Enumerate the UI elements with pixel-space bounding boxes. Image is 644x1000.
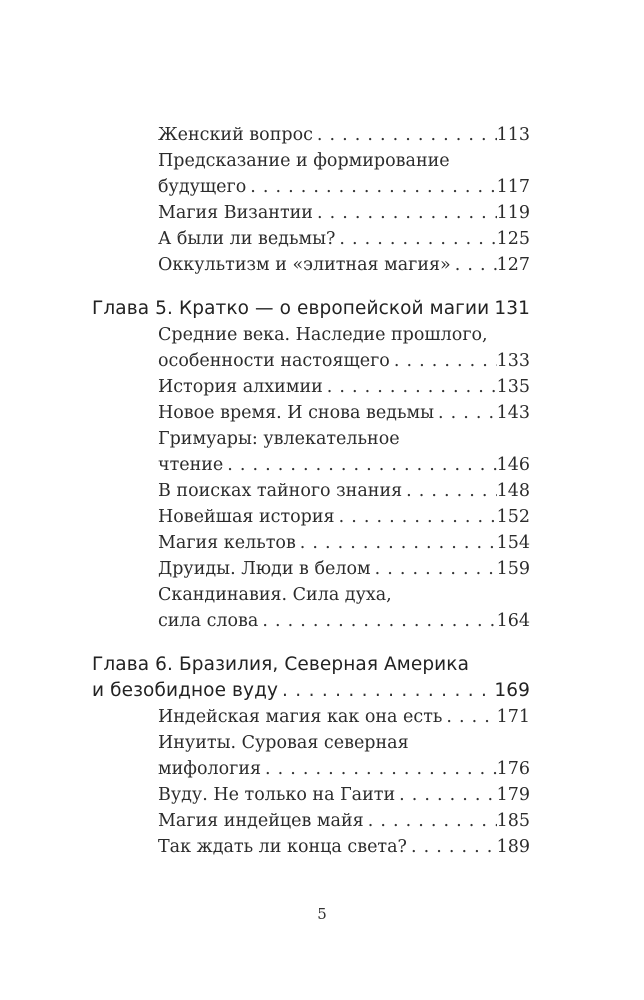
chapter-5 (92, 296, 530, 634)
entries (158, 322, 530, 634)
toc-entry (158, 122, 530, 148)
chapter-title-line2: и безобидное вуду (92, 680, 279, 701)
dot-leader (335, 226, 496, 252)
chapter-title-line1: Глава 6. Бразилия, Северная Америка (92, 654, 470, 675)
entry-page: 159 (496, 559, 530, 579)
chapter-heading (92, 296, 530, 322)
toc-entry (158, 226, 530, 252)
entry-title: А были ли ведьмы? (158, 229, 336, 249)
entry-title: Друиды. Люди в белом (158, 559, 371, 579)
dot-leader (246, 174, 496, 200)
dot-leader (371, 556, 497, 582)
dot-leader (296, 530, 497, 556)
dot-leader (434, 400, 497, 426)
chapter-page: 169 (494, 680, 530, 701)
toc-entry (158, 322, 530, 374)
dot-leader (223, 452, 496, 478)
entry-title: В поисках тайного знания (158, 481, 403, 501)
entry-title: История алхимии (158, 377, 323, 397)
toc-entry (158, 200, 530, 226)
entry-title-line1: Средние века. Наследие прошлого, (158, 325, 488, 345)
entry-page: 119 (496, 203, 530, 223)
entry-title-line1: Предсказание и формирование (158, 151, 450, 171)
entries (158, 122, 530, 278)
toc-entry (158, 556, 530, 582)
entry-title: Индейская магия как она есть (158, 707, 443, 727)
entry-title: Вуду. Не только на Гаити (158, 785, 396, 805)
entry-title-line2: особенности настоящего (158, 351, 390, 371)
entry-title: Магия Византии (158, 203, 313, 223)
dot-leader (323, 374, 497, 400)
dot-leader (335, 504, 497, 530)
entry-title: Новое время. И снова ведьмы (158, 403, 435, 423)
entry-page: 148 (496, 481, 530, 501)
entry-page: 146 (496, 455, 530, 475)
dot-leader (278, 678, 494, 704)
toc-entry (158, 530, 530, 556)
dot-leader (395, 782, 496, 808)
dot-leader (313, 200, 497, 226)
dot-leader (313, 122, 497, 148)
entry-title: Магия кельтов (158, 533, 296, 553)
chapter-4-continuation (92, 122, 530, 278)
entry-page: 143 (496, 403, 530, 423)
toc-entry (158, 808, 530, 834)
dot-leader (390, 348, 497, 374)
entry-title: Женский вопрос (158, 125, 313, 145)
dot-leader (258, 608, 496, 634)
chapter-heading (92, 652, 530, 704)
toc-entry (158, 704, 530, 730)
toc-entry (158, 504, 530, 530)
dot-leader (402, 478, 496, 504)
dot-leader (407, 834, 497, 860)
dot-leader (261, 756, 497, 782)
entry-title-line1: Инуиты. Суровая северная (158, 733, 409, 753)
dot-leader (451, 252, 497, 278)
toc-entry (158, 426, 530, 478)
entry-title-line2: чтение (158, 455, 224, 475)
entry-page: 117 (496, 177, 530, 197)
toc-entry (158, 782, 530, 808)
entry-page: 164 (496, 611, 530, 631)
toc-entry (158, 400, 530, 426)
toc-entry (158, 478, 530, 504)
entry-title-line2: будущего (158, 177, 247, 197)
entry-page: 133 (496, 351, 530, 371)
entry-page: 176 (496, 759, 530, 779)
entry-page: 127 (496, 255, 530, 275)
page-number: 5 (317, 905, 327, 923)
entry-title-line2: мифология (158, 759, 262, 779)
entries (158, 704, 530, 860)
entry-page: 152 (496, 507, 530, 527)
entry-page: 125 (496, 229, 530, 249)
table-of-contents (92, 122, 530, 860)
entry-page: 113 (496, 125, 530, 145)
chapter-6 (92, 652, 530, 860)
entry-page: 185 (496, 811, 530, 831)
chapter-page: 131 (494, 298, 530, 319)
entry-title: Оккультизм и «элитная магия» (158, 255, 451, 275)
chapter-title: Глава 5. Кратко — о европейской магии (92, 298, 490, 319)
dot-leader (364, 808, 497, 834)
entry-page: 154 (496, 533, 530, 553)
entry-title-line2: сила слова (158, 611, 259, 631)
toc-entry (158, 730, 530, 782)
entry-page: 171 (496, 707, 530, 727)
entry-title: Так ждать ли конца света? (158, 837, 407, 857)
toc-entry (158, 252, 530, 278)
entry-page: 135 (496, 377, 530, 397)
entry-title: Магия индейцев майя (158, 811, 364, 831)
toc-entry (158, 374, 530, 400)
dot-leader (442, 704, 496, 730)
entry-page: 179 (496, 785, 530, 805)
entry-page: 189 (496, 837, 530, 857)
toc-entry (158, 148, 530, 200)
entry-title: Новейшая история (158, 507, 335, 527)
toc-entry (158, 834, 530, 860)
entry-title-line1: Скандинавия. Сила духа, (158, 585, 392, 605)
toc-entry (158, 582, 530, 634)
entry-title-line1: Гримуары: увлекательное (158, 429, 400, 449)
